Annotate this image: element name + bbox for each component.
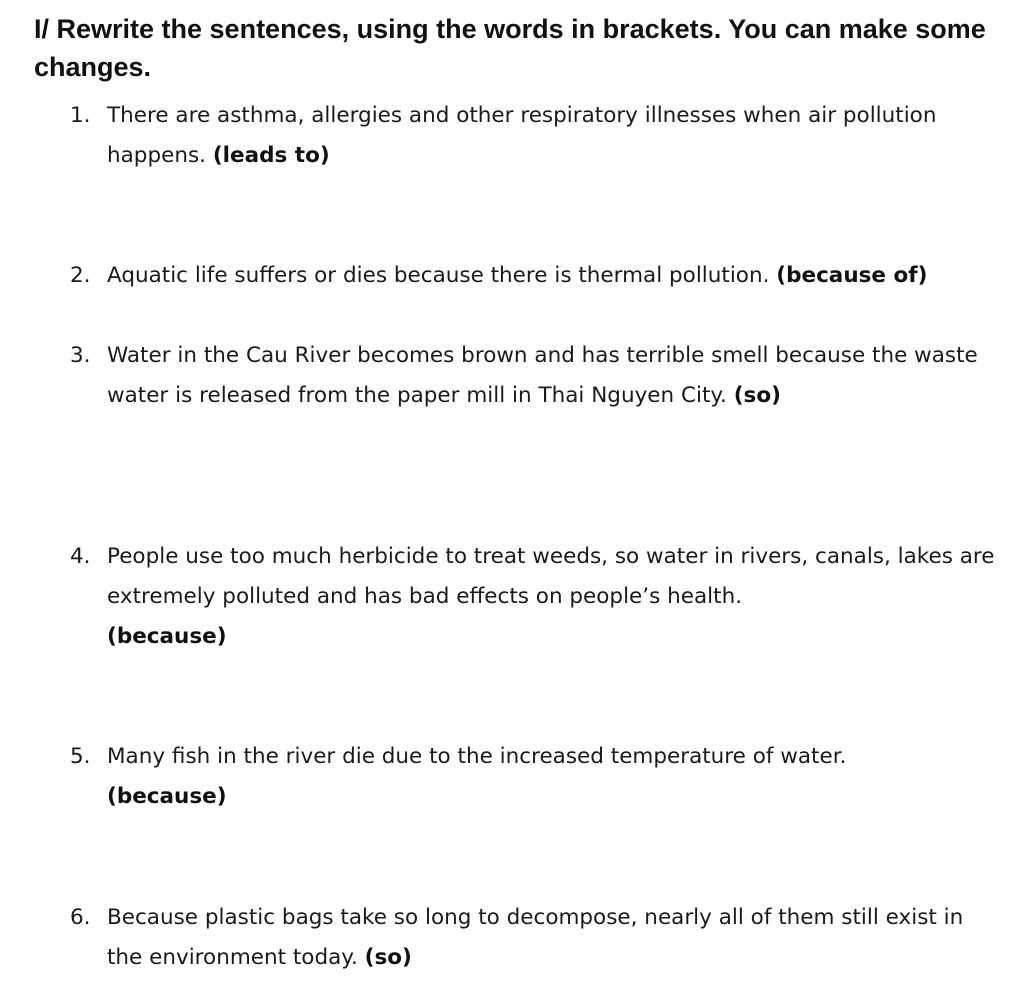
item-body (107, 537, 1002, 657)
item-sentence: Because plastic bags take so long to decompose, nearly all of them still exist in the environment today. (107, 905, 964, 970)
item-body (107, 737, 1002, 817)
item-body (107, 256, 1002, 296)
item-bracket-hint: (so) (733, 383, 781, 408)
item-bracket-hint: (because) (107, 624, 227, 649)
item-body (107, 96, 1002, 176)
item-number: 5. (70, 744, 91, 769)
item-bracket-hint: (leads to) (212, 143, 330, 168)
item-bracket-hint: (because) (107, 784, 227, 809)
item-sentence: There are asthma, allergies and other respiratory illnesses when air pollution happens. (107, 103, 937, 168)
item-bracket-hint: (because of) (776, 263, 928, 288)
item-sentence: Many fish in the river die due to the increased temperature of water. (107, 744, 847, 769)
item-bracket-hint: (so) (364, 945, 412, 970)
item-number: 1. (70, 103, 91, 128)
item-number: 3. (70, 343, 91, 368)
item-sentence: Aquatic life suffers or dies because there is thermal pollution. (107, 263, 770, 288)
item-number: 2. (70, 263, 91, 288)
item-body (107, 898, 1002, 978)
item-number: 6. (70, 905, 91, 930)
item-number: 4. (70, 544, 91, 569)
item-body (107, 336, 1002, 416)
exercise-heading: I/ Rewrite the sentences, using the words in brackets. You can make some changes. (34, 14, 986, 82)
item-sentence: Water in the Cau River becomes brown and has terrible smell because the waste water is released from the paper mill in Thai Nguyen City. (107, 343, 978, 408)
item-sentence: People use too much herbicide to treat weeds, so water in rivers, canals, lakes are extremely polluted and has bad effects on people’s health. (107, 544, 995, 609)
